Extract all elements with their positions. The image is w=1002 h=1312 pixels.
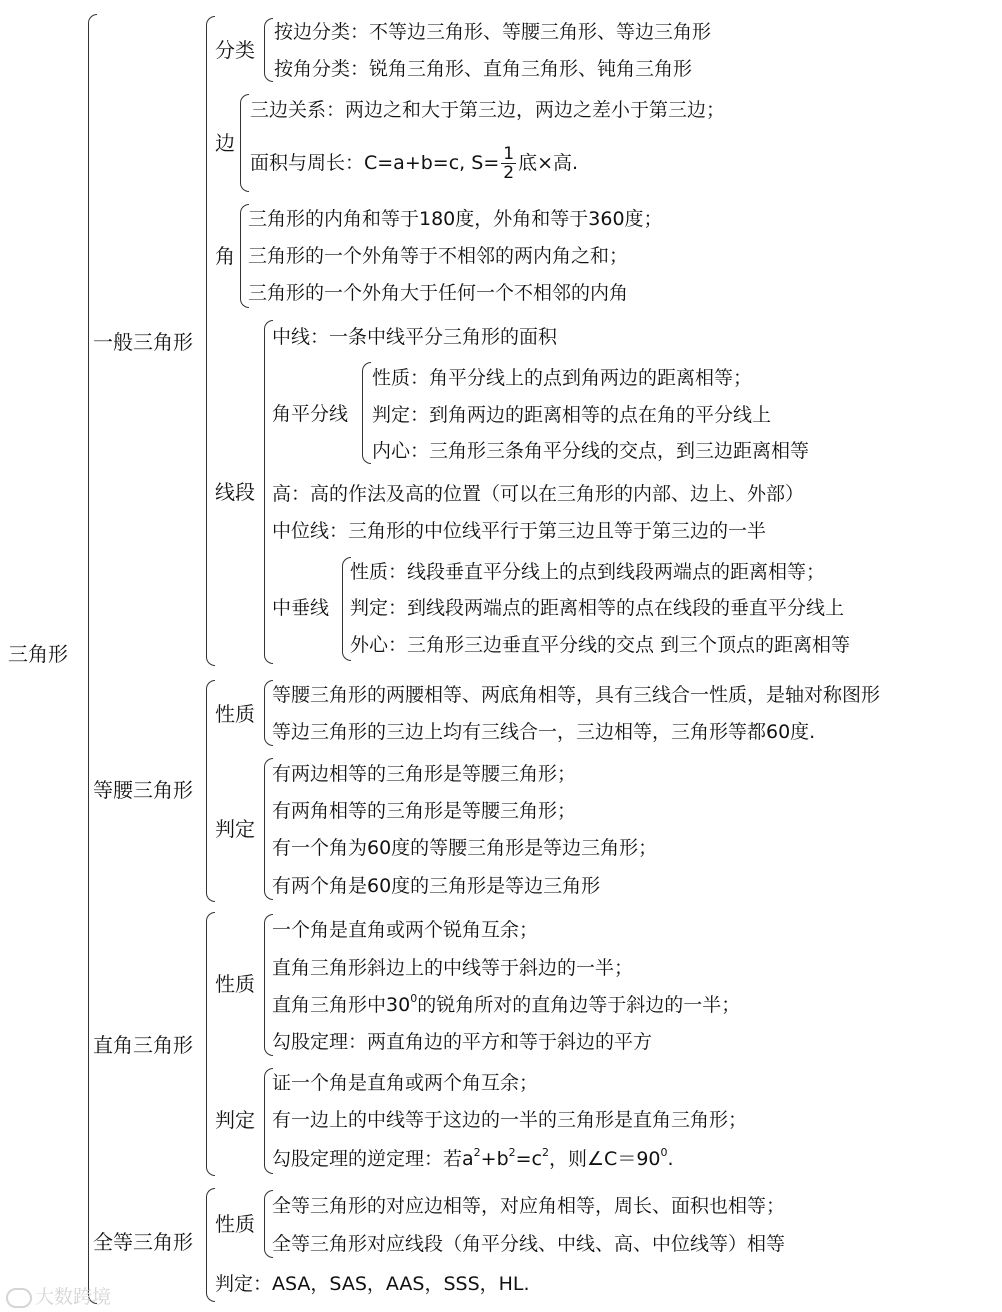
fraction-numerator: 1 <box>503 144 515 164</box>
square-superscript-b: 2 <box>508 1146 516 1159</box>
congruent-label: 全等三角形 <box>93 1230 193 1254</box>
right-judge-2: 有一边上的中线等于这边的一半的三角形是直角三角形； <box>272 1109 748 1131</box>
bisector-property: 性质：角平分线上的点到角两边的距离相等； <box>372 367 753 389</box>
segment-midline: 中位线：三角形的中位线平行于第三边且等于第三边的一半 <box>272 520 767 542</box>
bisector-label: 角平分线 <box>272 403 349 425</box>
right-property-label: 性质 <box>215 972 255 996</box>
isosceles-judge-3: 有一个角为60度的等腰三角形是等边三角形； <box>272 837 658 859</box>
right-brace <box>206 912 215 1176</box>
side-area-suffix: 底×高. <box>518 152 579 174</box>
bisector-judge: 判定：到角两边的距离相等的点在角的平分线上 <box>372 404 772 426</box>
perp-bisector-circumcenter: 外心：三角形三边垂直平分线的交点 到三个顶点的距离相等 <box>350 634 851 656</box>
right-property-3 <box>272 993 740 1017</box>
isosceles-brace <box>206 680 215 902</box>
right-judge-1: 证一个角是直角或两个角互余； <box>272 1072 539 1094</box>
degree-superscript: 0 <box>410 992 418 1005</box>
right-property-3-suffix: 的锐角所对的直角边等于斜边的一半； <box>417 994 741 1016</box>
side-label: 边 <box>215 131 235 155</box>
angle-item-2: 三角形的一个外角等于不相邻的两内角之和； <box>248 245 629 267</box>
pythag-converse-a: 勾股定理的逆定理：若a <box>272 1148 474 1170</box>
watermark-text: 大数跨境 <box>35 1286 112 1308</box>
congruent-property-2: 全等三角形对应线段（角平分线、中线、高、中位线等）相等 <box>272 1233 786 1255</box>
square-superscript-a: 2 <box>473 1146 481 1159</box>
isosceles-judge-1: 有两边相等的三角形是等腰三角形； <box>272 763 577 785</box>
classify-brace <box>264 18 273 82</box>
perp-bisector-label: 中垂线 <box>272 597 330 619</box>
segment-median: 中线：一条中线平分三角形的面积 <box>272 326 558 348</box>
pythag-converse-b: +b <box>480 1148 509 1170</box>
right-judge-3 <box>272 1147 674 1171</box>
right-judge-label: 判定 <box>215 1108 255 1132</box>
congruent-property-1: 全等三角形的对应边相等，对应角相等，周长、面积也相等； <box>272 1195 786 1217</box>
pythag-converse-angle: ，则∠C＝90 <box>549 1148 661 1170</box>
segment-height: 高：高的作法及高的位置（可以在三角形的内部、边上、外部） <box>272 483 805 505</box>
general-brace <box>206 16 215 666</box>
bisector-brace <box>362 362 371 464</box>
root-brace <box>88 14 97 1304</box>
angle-item-1: 三角形的内角和等于180度，外角和等于360度； <box>248 208 663 230</box>
classify-label: 分类 <box>215 38 255 62</box>
square-superscript-c: 2 <box>542 1146 550 1159</box>
side-area-prefix: 面积与周长：C=a+b=c, S= <box>250 152 500 174</box>
isosceles-judge-label: 判定 <box>215 817 255 841</box>
classify-by-angle: 按角分类：锐角三角形、直角三角形、钝角三角形 <box>274 58 693 80</box>
right-property-4: 勾股定理：两直角边的平方和等于斜边的平方 <box>272 1031 653 1053</box>
congruent-brace <box>206 1188 215 1302</box>
segment-label: 线段 <box>215 480 255 504</box>
half-fraction <box>501 145 516 182</box>
degree-superscript-2: 0 <box>660 1146 668 1159</box>
isosceles-judge-4: 有两个角是60度的三角形是等边三角形 <box>272 875 601 897</box>
bisector-incenter: 内心：三角形三条角平分线的交点，到三边距离相等 <box>372 440 810 462</box>
pythag-converse-c: =c <box>515 1148 543 1170</box>
isosceles-label: 等腰三角形 <box>93 778 193 802</box>
right-property-3-prefix: 直角三角形中30 <box>272 994 411 1016</box>
isosceles-property-1: 等腰三角形的两腰相等、两底角相等，具有三线合一性质，是轴对称图形 <box>272 684 881 706</box>
perp-bisector-judge: 判定：到线段两端点的距离相等的点在线段的垂直平分线上 <box>350 597 845 619</box>
side-brace <box>240 94 249 192</box>
watermark <box>6 1282 111 1309</box>
angle-item-3: 三角形的一个外角大于任何一个不相邻的内角 <box>248 282 629 304</box>
root-label: 三角形 <box>8 642 68 666</box>
pythag-converse-end: . <box>667 1148 674 1170</box>
congruent-judge: 判定：ASA，SAS，AAS，SSS，HL. <box>215 1273 530 1295</box>
side-relation: 三边关系：两边之和大于第三边，两边之差小于第三边； <box>250 99 726 121</box>
perp-bisector-property: 性质：线段垂直平分线上的点到线段两端点的距离相等； <box>350 561 826 583</box>
congruent-property-label: 性质 <box>215 1212 255 1236</box>
angle-label: 角 <box>215 244 235 268</box>
right-property-1: 一个角是直角或两个锐角互余； <box>272 919 539 941</box>
right-property-2: 直角三角形斜边上的中线等于斜边的一半； <box>272 957 634 979</box>
right-label: 直角三角形 <box>93 1033 193 1057</box>
watermark-logo-icon <box>6 1288 32 1308</box>
general-label: 一般三角形 <box>93 330 193 354</box>
fraction-denominator: 2 <box>503 163 515 183</box>
classify-by-side: 按边分类：不等边三角形、等腰三角形、等边三角形 <box>274 21 712 43</box>
side-area <box>250 140 578 186</box>
isosceles-property-label: 性质 <box>215 702 255 726</box>
isosceles-property-2: 等边三角形的三边上均有三线合一，三边相等，三角形等都60度. <box>272 721 816 743</box>
isosceles-judge-2: 有两角相等的三角形是等腰三角形； <box>272 800 577 822</box>
